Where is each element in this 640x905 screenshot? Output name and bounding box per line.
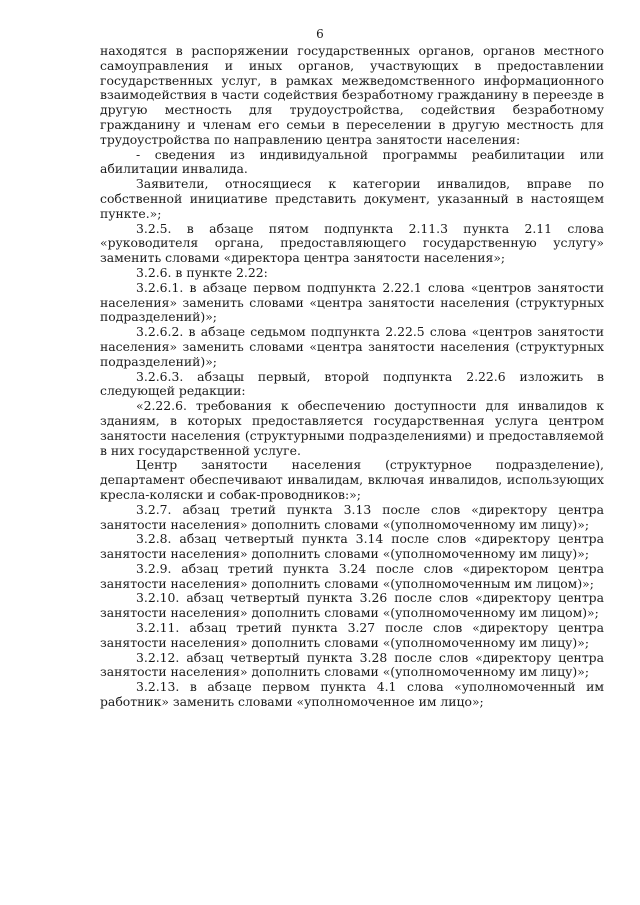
paragraph-2: Заявители, относящиеся к категории инвалидов, вправе по собственной инициативе представить документ, указанный в настоящем пункте.»;: [100, 176, 604, 221]
paragraph-11: 3.2.8. абзац четвертый пункта 3.14 после слов «директору центра занятости населения» дополнить словами «(уполномоченному им лицу)»;: [100, 531, 604, 562]
document-body: [100, 44, 604, 710]
paragraph-16: 3.2.13. в абзаце первом пункта 4.1 слова «уполномоченный им работник» заменить словами «уполномоченное им лицо»;: [100, 679, 604, 710]
paragraph-15: 3.2.12. абзац четвертый пункта 3.28 после слов «директору центра занятости населения» дополнить словами «(уполномоченному им лицу)»;: [100, 649, 604, 680]
paragraph-9: Центр занятости населения (структурное подразделение), департамент обеспечивают инвалидам, включая инвалидов, использующих кресла-коляски и собак-проводников:»;: [100, 457, 604, 502]
paragraph-3: 3.2.5. в абзаце пятом подпункта 2.11.3 пункта 2.11 слова «руководителя органа, предоставляющего государственную услугу» заменить словами «директора центра занятости населения»;: [100, 220, 604, 266]
paragraph-6: 3.2.6.2. в абзаце седьмом подпункта 2.22.5 слова «центров занятости населения» заменить словами «центра занятости населения (структурных подразделений)»;: [100, 324, 604, 369]
paragraph-13: 3.2.10. абзац четвертый пункта 3.26 после слов «директору центра занятости населения» дополнить словами «(уполномоченному им лицом)»;: [100, 590, 604, 621]
page-number: 6: [316, 27, 324, 41]
paragraph-12: 3.2.9. абзац третий пункта 3.24 после слов «директором центра занятости населения» дополнить словами «(уполномоченным им лицом)»;: [100, 560, 604, 591]
paragraph-5: 3.2.6.1. в абзаце первом подпункта 2.22.1 слова «центров занятости населения» заменить словами «центра занятости населения (структурных подразделений)»;: [100, 279, 604, 325]
paragraph-0: находятся в распоряжении государственных органов, органов местного самоуправления и иных органов, участвующих в предоставлении государственных услуг, в рамках межведомственного информационного взаимодействия в части содействия безработному гражданину в переезде в другую местность для трудоустройства, содействия безработному гражданину и членам его семьи в переселении в другую местность для трудоустройства по направлению центра занятости населения:: [100, 43, 604, 147]
paragraph-1: - сведения из индивидуальной программы реабилитации или абилитации инвалида.: [100, 146, 604, 177]
paragraph-7: 3.2.6.3. абзацы первый, второй подпункта 2.22.6 изложить в следующей редакции:: [100, 368, 604, 399]
paragraph-4: 3.2.6. в пункте 2.22:: [136, 264, 268, 280]
paragraph-14: 3.2.11. абзац третий пункта 3.27 после слов «директору центра занятости населения» дополнить словами «(уполномоченному им лицу)»;: [100, 620, 604, 650]
paragraph-10: 3.2.7. абзац третий пункта 3.13 после слов «директору центра занятости населения» дополнить словами «(уполномоченному им лицу)»;: [100, 501, 604, 532]
paragraph-8: «2.22.6. требования к обеспечению доступности для инвалидов к зданиям, в которых предоставляется государственная услуга центром занятости населения (структурными подразделениями) и предоставляемой в них государственной услуге.: [100, 398, 604, 458]
